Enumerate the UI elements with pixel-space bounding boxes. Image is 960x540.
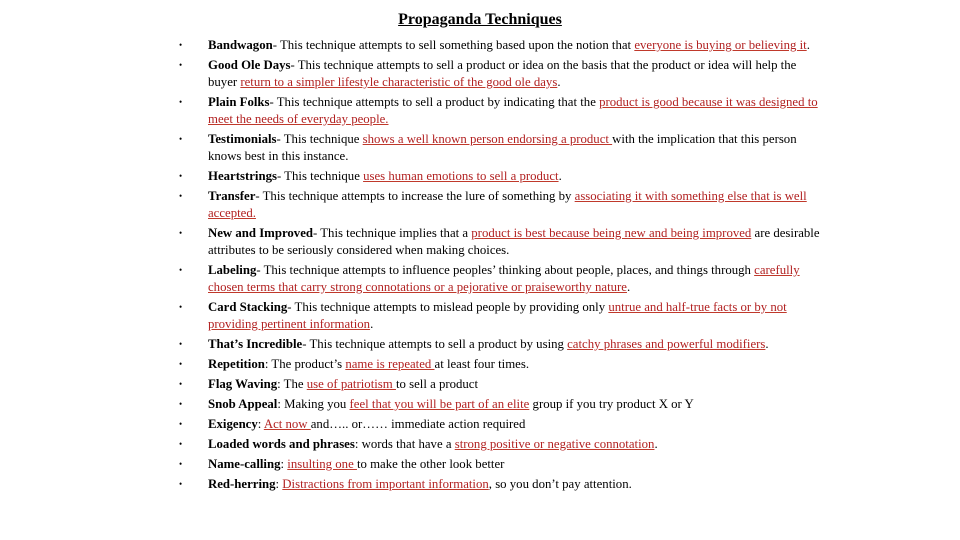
list-item [0,356,828,373]
highlighted-phrase: shows a well known person endorsing a product [362,132,613,146]
description-text: - This technique [276,132,363,146]
description-text: - This technique implies that a [313,226,472,240]
list-item [0,476,828,493]
description-text: at least four times. [434,357,530,371]
technique-term: Flag Waving [208,377,278,391]
highlighted-phrase: insulting one [287,457,357,471]
technique-list [0,37,960,496]
bullet-icon: • [179,265,183,275]
highlighted-phrase: catchy phrases and powerful modifiers [567,337,766,351]
description-text: - This technique [276,169,364,183]
bullet-icon: • [179,379,183,389]
highlighted-phrase: product is best because being new and being improved [471,226,752,240]
list-item [0,336,828,353]
bullet-icon: • [179,339,183,349]
description-text: . [654,437,658,451]
description-text: - This technique attempts to sell a product by indicating that the [269,95,600,109]
list-item [0,131,828,165]
technique-term: That’s Incredible [208,337,303,351]
bullet-icon: • [179,479,183,489]
bullet-icon: • [179,459,183,469]
description-text: and….. or…… immediate action required [310,417,526,431]
technique-term: Loaded words and phrases [208,437,355,451]
technique-term: New and Improved [208,226,313,240]
bullet-icon: • [179,60,183,70]
description-text: to sell a product [395,377,479,391]
technique-term: Bandwagon [208,38,273,52]
list-item [0,416,828,433]
description-text: : words that have a [354,437,455,451]
list-item [0,225,828,259]
list-item [0,376,828,393]
bullet-icon: • [179,134,183,144]
description-text: - This technique attempts to mislead people by providing only [287,300,609,314]
highlighted-phrase: return to a simpler lifestyle characteristic of the good ole days [240,75,558,89]
description-text: . [558,169,562,183]
bullet-icon: • [179,97,183,107]
bullet-icon: • [179,359,183,369]
highlighted-phrase: use of patriotism [306,377,396,391]
technique-term: Testimonials [208,132,277,146]
technique-term: Plain Folks [208,95,270,109]
technique-term: Transfer [208,189,256,203]
highlighted-phrase: Distractions from important information [282,477,489,491]
highlighted-phrase: strong positive or negative connotation [454,437,655,451]
description-text: : [257,417,264,431]
technique-term: Repetition [208,357,265,371]
description-text: : The [277,377,307,391]
description-text: are desirable attributes to be seriously considered when making choices. [208,226,820,257]
highlighted-phrase: everyone is buying or believing it [634,38,807,52]
bullet-icon: • [179,171,183,181]
description-text: - This technique attempts to sell a product by using [302,337,568,351]
highlighted-phrase: carefully chosen terms that carry strong connotations or a pejorative or praiseworthy nature [208,263,800,294]
list-item [0,57,828,91]
list-item [0,436,828,453]
bullet-icon: • [179,439,183,449]
technique-term: Snob Appeal [208,397,278,411]
bullet-icon: • [179,302,183,312]
technique-term: Labeling [208,263,257,277]
highlighted-phrase: associating it with something else that is well accepted. [208,189,807,220]
list-item [0,396,828,413]
description-text: - This technique attempts to sell a product or idea on the basis that the product or idea will help the buyer [208,58,797,89]
list-item [0,456,828,473]
description-text: . [557,75,561,89]
bullet-icon: • [179,40,183,50]
technique-term: Good Ole Days [208,58,291,72]
highlighted-phrase: Act now [263,417,311,431]
highlighted-phrase: untrue and half-true facts or by not providing pertinent information [208,300,787,331]
description-text: - This technique attempts to increase the lure of something by [255,189,575,203]
description-text: : Making you [277,397,350,411]
technique-term: Name-calling [208,457,281,471]
highlighted-phrase: uses human emotions to sell a product [363,169,559,183]
description-text: : [280,457,288,471]
description-text: . [626,280,631,294]
description-text: with the implication that this person knows best in this instance. [208,132,797,163]
description-text: - This technique attempts to sell something based upon the notion that [272,38,635,52]
description-text: , so you don’t pay attention. [488,477,632,491]
list-item [0,299,828,333]
page-title: Propaganda Techniques [398,11,562,28]
bullet-icon: • [179,419,183,429]
technique-term: Exigency [208,417,258,431]
description-text: to make the other look better [356,457,505,471]
description-text: . [806,38,810,52]
technique-term: Heartstrings [208,169,277,183]
bullet-icon: • [179,191,183,201]
description-text: . [370,317,374,331]
technique-term: Red-herring [208,477,276,491]
bullet-icon: • [179,228,183,238]
highlighted-phrase: feel that you will be part of an elite [349,397,530,411]
highlighted-phrase: name is repeated [345,357,435,371]
list-item [0,168,828,185]
description-text: - This technique attempts to influence peoples’ thinking about people, places, and things through [256,263,755,277]
description-text: . [765,337,769,351]
list-item [0,262,828,296]
description-text: : [275,477,283,491]
bullet-icon: • [179,399,183,409]
highlighted-phrase: product is good because it was designed to meet the needs of everyday people. [208,95,818,126]
description-text: group if you try product X or Y [529,397,694,411]
list-item [0,94,828,128]
list-item [0,37,828,54]
list-item [0,188,828,222]
description-text: : The product’s [264,357,346,371]
technique-term: Card Stacking [208,300,288,314]
